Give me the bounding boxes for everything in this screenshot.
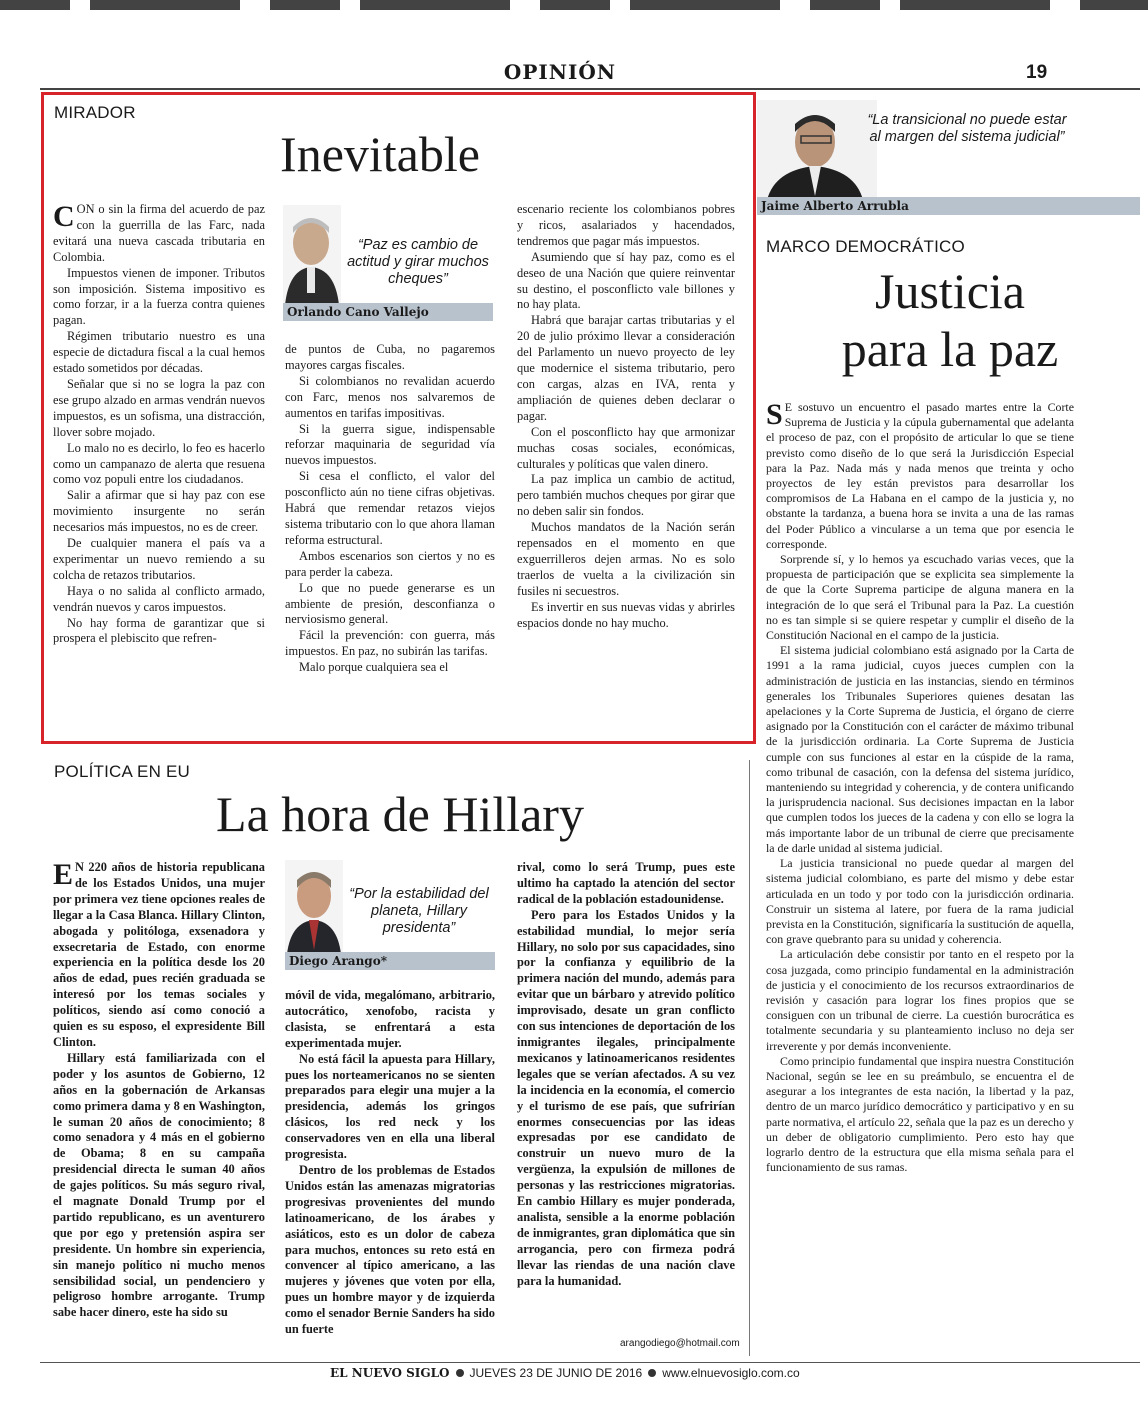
paragraph-text: Hillary está familiarizada con el poder y los asuntos de Gobierno, 12 años en la gobernación de Arkansas como primera dama y 8 en Washington, le suman 20 años de conocimiento; 8 como senadora y 4 más en el gobierno de Obama; 8 en su campaña presidencial directa le suman 40 años de gajes políticos. Su más seguro rival, el magnate Donald Trump por el partido republicano, es un aventurero que por ego y pretensión aspira ser presidente. Un hombre sin experiencia, sin manejo político ni mucho menos sensibilidad social, un pendenciero y peligroso hombre arrogante. Trump sabe hacer dinero, este ha sido su — [53, 1050, 265, 1320]
column-divider — [749, 760, 750, 1356]
paragraph-text: Malo porque cualquiera sea el — [299, 660, 449, 675]
paragraph-text: ON o sin la firma del acuerdo de paz con la guerrilla de las Farc, nada evitará una nueva cascada tributaria en Colombia. — [53, 202, 265, 264]
drop-cap: E — [53, 858, 74, 891]
paragraph — [766, 947, 1074, 1053]
marco-headline-line-1: Justicia — [875, 263, 1025, 319]
paragraph — [285, 549, 495, 581]
paragraph-text: La articulación debe consistir por tanto en el respeto por la cosa juzgada, como principio fundamental en la administración de justicia y el conocimiento de los recursos extraordinarios de revisión y casación para lograr los fines propios que se consiguen con un tribunal de cierre. La cuestión burocrática es totalmente secundaria y su planteamiento incluso no deja ser irreverente y por demás inconveniente. — [766, 947, 1074, 1053]
paragraph — [285, 1052, 495, 1163]
paragraph-text: Muchos mandatos de la Nación serán repensados en el momento en que exguerrilleros dejen armas. No es solo traerlos de vuelta a la civilización sin fusiles ni secuestros. — [517, 520, 735, 598]
paragraph — [517, 520, 735, 600]
mirador-quote: “Paz es cambio de actitud y girar muchos cheques” — [347, 237, 489, 287]
paragraph-text: Salir a afirmar que si hay paz con ese movimiento insurgente no serán necesarios más impuestos, no es de creer. — [53, 488, 265, 535]
paragraph — [766, 1054, 1074, 1176]
author-email: arangodiego@hotmail.com — [620, 1338, 740, 1349]
paragraph-text: De cualquier manera el país va a experimentar un nuevo remiendo a su colcha de retazos tributarios. — [53, 536, 265, 582]
paragraph — [53, 860, 265, 1051]
paragraph-text: No hay forma de garantizar que si prospera el plebiscito que refren- — [53, 615, 265, 646]
paragraph — [53, 329, 265, 377]
footer-date: JUEVES 23 DE JUNIO DE 2016 — [469, 1366, 643, 1380]
paragraph — [285, 581, 495, 629]
section-title: OPINIÓN — [503, 60, 617, 84]
footer-url: www.elnuevosiglo.com.co — [662, 1366, 800, 1380]
paragraph-text: Habrá que barajar cartas tributarias y el 20 de julio próximo llevar a consideración del Parlamento un nuevo proyecto de ley que modernice el sistema tributario, pero con cargas, alzas en IVA, renta y ampliación de quienes deben declarar o pagar. — [517, 313, 735, 423]
paragraph — [517, 250, 735, 314]
paragraph — [517, 472, 735, 520]
politica-quote: “Por la estabilidad del planeta, Hillary presidenta” — [349, 886, 489, 936]
mirador-column-1 — [53, 202, 265, 722]
page-number: 19 — [1026, 62, 1048, 83]
paragraph — [766, 552, 1074, 643]
paragraph — [285, 469, 495, 549]
footer — [330, 1366, 830, 1380]
paragraph-text: N 220 años de historia republicana de los Estados Unidos, una mujer por primera vez tiene opciones reales de llegar a la Casa Blanca. Hillary Clinton, abogada y politóloga, exsenadora y exsecretaria de Estado, con enorme experiencia en la política desde los 20 años de edad, pues recién graduada se interesó por los temas sociales y políticos, siendo así como conoció a quien es su esposo, el expresidente Bill Clinton. — [53, 860, 265, 1049]
paragraph-text: Si la guerra sigue, indispensable reforzar maquinaria de seguridad vía nuevos impuestos. — [285, 421, 495, 468]
mirador-column-2 — [285, 342, 495, 724]
newspaper-brand: EL NUEVO SIGLO — [330, 1366, 450, 1380]
paragraph — [53, 616, 265, 648]
politica-author-name: Diego Arango* — [285, 952, 495, 970]
paragraph — [53, 488, 265, 536]
politica-kicker: POLÍTICA EN EU — [54, 762, 191, 781]
arrubla-photo — [757, 100, 877, 200]
separator-dot — [648, 1369, 656, 1377]
paragraph-text: Si cesa el conflicto, el valor del posconflicto aún no tiene cifras objetivas. Habrá que remendar retazos viejos sistema tributario con lo que ahora llaman reforma estructural. — [285, 469, 495, 547]
paragraph-text: Señalar que si no se logra la paz con ese grupo alzado en armas vendrán nuevos impuestos, es un sofisma, una distracción, llover sobre mojado. — [53, 376, 265, 439]
paragraph-text: Es invertir en sus nuevas vidas y abrirles espacios donde no hay mucho. — [517, 599, 735, 630]
paragraph-text: Impuestos vienen de imponer. Tributos son imposición. Sistema impositivo es como forzar, ir a la fuerza contra quienes pagan. — [53, 265, 265, 328]
paragraph — [53, 377, 265, 441]
marco-kicker: MARCO DEMOCRÁTICO — [766, 237, 965, 256]
paragraph-text: Haya o no salida al conflicto armado, vendrán nuevos y caros impuestos. — [53, 583, 265, 614]
separator-dot — [456, 1369, 464, 1377]
paragraph — [53, 266, 265, 330]
marco-column — [766, 400, 1074, 1355]
paragraph-text: Ambos escenarios son ciertos y no es para perder la cabeza. — [285, 548, 495, 579]
paragraph-text: Asumiendo que sí hay paz, como es el deseo de una Nación que quiere reinventar su destino, el posconflicto vale billones y no hay plata. — [517, 249, 735, 312]
paragraph — [285, 628, 495, 660]
paragraph — [517, 313, 735, 424]
paragraph — [517, 600, 735, 632]
marco-quote: “La transicional no puede estar al margen del sistema judicial” — [867, 112, 1067, 145]
paragraph-text: escenario reciente los colombianos pobres y ricos, asalariados y hacendados, tendremos que pagar más impuestos. — [517, 202, 735, 248]
paragraph — [517, 860, 735, 908]
mirador-author-name: Orlando Cano Vallejo — [283, 303, 493, 321]
paragraph-text: La justicia transicional no puede quedar al margen del sistema judicial colombiano, es parte del mismo y debe estar articulada en un todo y por todo con la jurisdicción ordinaria. Construir un sistema al latere, por fuera de la rama judicial prevista en la Constitución, significaría la sustitución de aquella, con grave quebranto para su unidad y coherencia. — [766, 856, 1074, 947]
paragraph-text: Con el posconflicto hay que armonizar muchas cosas sociales, económicas, culturales y políticas que valen dinero. — [517, 424, 735, 471]
paragraph-text: Dentro de los problemas de Estados Unidos están las amenazas migratorias progresivas provenientes del mundo latinoamericano, de los árabes y asiáticos, esto es un dolor de cabeza para muchos, entonces su reto está en convencer al típico americano, a las mujeres y jóvenes que voten por ella, pues un hombre mayor y de izquierda como el senador Bernie Sanders ha sido un fuerte — [285, 1162, 495, 1337]
politica-headline: La hora de Hillary — [216, 786, 584, 842]
paragraph — [766, 643, 1074, 856]
drop-cap: S — [766, 398, 783, 431]
paragraph-text: Pero para los Estados Unidos y la estabilidad mundial, lo mejor sería Hillary, no solo por sus capacidades, sino por la confianza y equilibrio de la primera nación del mundo, además para evitar que un bárbaro y atrevido político improvisado, desate un gran conflicto con sus intenciones de deportación de los inmigrantes ilegales, principalmente mexicanos y latinoamericanos residentes legales que se verían afectados. A su vez la incidencia en la economía, el comercio y el turismo de ese país, que sufrirían enormes consecuencias por las ideas expresadas por ese candidato de construir un nuevo muro de la vergüenza, la expulsión de millones de personas y las restricciones migratorias. En cambio Hillary es mujer ponderada, analista, sensible a la enorme población de inmigrantes, gran diplomática que sin arrogancia, pero con firmeza podrá llevar las riendas de una nación clave para la humanidad. — [517, 907, 735, 1288]
marco-author-name: Jaime Alberto Arrubla — [757, 197, 1140, 215]
paragraph — [53, 441, 265, 489]
paragraph-text: Si colombianos no revalidan acuerdo con Farc, menos nos salvaremos de aumentos en tarifas impositivas. — [285, 373, 495, 420]
header-rule — [40, 88, 1140, 90]
paragraph-text: Sorprende sí, y lo hemos ya escuchado varias veces, que la propuesta de participación que se explicita sea simplemente la de que la Corte Suprema participe de alguna manera en la integración de lo que será el Tribunal para la Paz. La cuestión no es tan simple si se quiere respetar y cumplir el diseño de la Constitución Nacional en el campo de la justicia. — [766, 552, 1074, 643]
paragraph — [766, 856, 1074, 947]
paragraph — [766, 400, 1074, 552]
paragraph-text: rival, como lo será Trump, pues este ultimo ha captado la atención del sector radical de la población estadounidense. — [517, 860, 735, 906]
paragraph — [285, 374, 495, 422]
mirador-column-3 — [517, 202, 735, 724]
paragraph — [53, 584, 265, 616]
paragraph — [53, 202, 265, 266]
paragraph-text: Lo que no puede generarse es un ambiente de presión, desconfianza o nerviosismo general. — [285, 580, 495, 627]
paragraph — [53, 1051, 265, 1321]
paragraph — [285, 342, 495, 374]
mirador-kicker: MIRADOR — [54, 103, 136, 122]
paragraph — [285, 1163, 495, 1338]
paragraph-text: Como principio fundamental que inspira nuestra Constitución Nacional, según se lee en su preámbulo, se encuentra el de asegurar a los integrantes de esta nación, la libertad y la paz, dentro de un marco jurídico democrático y participativo y en su parte normativa, el artículo 22, señala que la paz es un derecho y un deber de obligatorio cumplimiento. Pero esto hay que lograrlo dentro de la estructura que ella misma señala para el funcionamiento de sus ramas. — [766, 1053, 1074, 1175]
paragraph-text: E sostuvo un encuentro el pasado martes entre la Corte Suprema de Justicia y la cúpula gubernamental que adelanta el proceso de paz, con el propósito de articular lo que se tiene previsto como diseño de lo que será la Jurisdicción Especial para la Paz. Nada más y nada menos que treinta y ocho proyectos de ley están previstos para desarrollar los compromisos de La Habana en el campo de la justicia y, no obstante la tardanza, a buena hora se invita a una de las ramas del Poder Público a vincularse a un tema que por esencia le corresponde. — [766, 400, 1074, 551]
paragraph — [517, 202, 735, 250]
paragraph-text: El sistema judicial colombiano está asignado por la Carta de 1991 a la rama judicial, cuyos jueces cumplen con la administración de justicia en las instancias, siendo en términos generales los Tribunales Superiores quienes desatan las apelaciones y la Corte Suprema de Justicia, el órgano de cierre asignado por la Constitución con el carácter de máximo tribunal de la jurisdicción ordinaria. La Corte Suprema de Justicia cumple con sus funciones al estar en la cúspide de la rama, como tribunal de casación, con la defensa del sistema jurídico, manteniendo su integridad y coherencia, y de contera unificando la jurisprudencia nacional. Sus decisiones impactan en la labor que cumplen todos los jueces de la cadena y con ello se logra la más importante labor de un tribunal de cierre que precisamente la de darle unidad al sistema judicial. — [766, 643, 1074, 855]
paragraph — [517, 908, 735, 1290]
paragraph — [285, 988, 495, 1052]
footer-rule — [40, 1362, 1140, 1363]
drop-cap: C — [53, 200, 75, 233]
paragraph-text: Fácil la prevención: con guerra, más impuestos. En paz, no subirán las tarifas. — [285, 628, 495, 659]
marco-headline-line-2: para la paz — [841, 321, 1059, 377]
paragraph-text: de puntos de Cuba, no pagaremos mayores cargas fiscales. — [285, 342, 495, 372]
paragraph — [517, 425, 735, 473]
paragraph — [53, 536, 265, 584]
mirador-headline: Inevitable — [280, 126, 480, 182]
author-photo — [283, 205, 341, 305]
mirador-quote-box — [283, 205, 493, 321]
paragraph-text: Régimen tributario nuestro es una especie de dictadura fiscal a la cual hemos estado sometidos por décadas. — [53, 329, 265, 376]
politica-quote-box — [285, 860, 495, 970]
paragraph-text: móvil de vida, megalómano, arbitrario, autocrático, xenofobo, racista y clasista, se enfrentará a esta experimentada mujer. — [285, 988, 495, 1050]
politica-column-3 — [517, 860, 735, 1335]
paragraph-text: Lo malo no es decirlo, lo feo es hacerlo como un campanazo de alerta que resuena como voz populi entre los ciudadanos. — [53, 440, 265, 487]
paragraph-text: No está fácil la apuesta para Hillary, pues los norteamericanos no se sienten preparados para elegir una mujer a la presidencia, además los gringos clásicos, los red neck y los conservadores ven en ella una liberal progresista. — [285, 1051, 495, 1162]
paragraph-text: La paz implica un cambio de actitud, pero también muchos cheques por girar que no deben salir sin fondos. — [517, 472, 735, 519]
marco-headline — [770, 262, 1130, 378]
politica-column-2 — [285, 988, 495, 1355]
paragraph — [285, 422, 495, 470]
paragraph — [285, 660, 495, 676]
top-edge-decoration — [0, 0, 1148, 10]
politica-column-1 — [53, 860, 265, 1355]
diego-photo — [285, 860, 343, 954]
